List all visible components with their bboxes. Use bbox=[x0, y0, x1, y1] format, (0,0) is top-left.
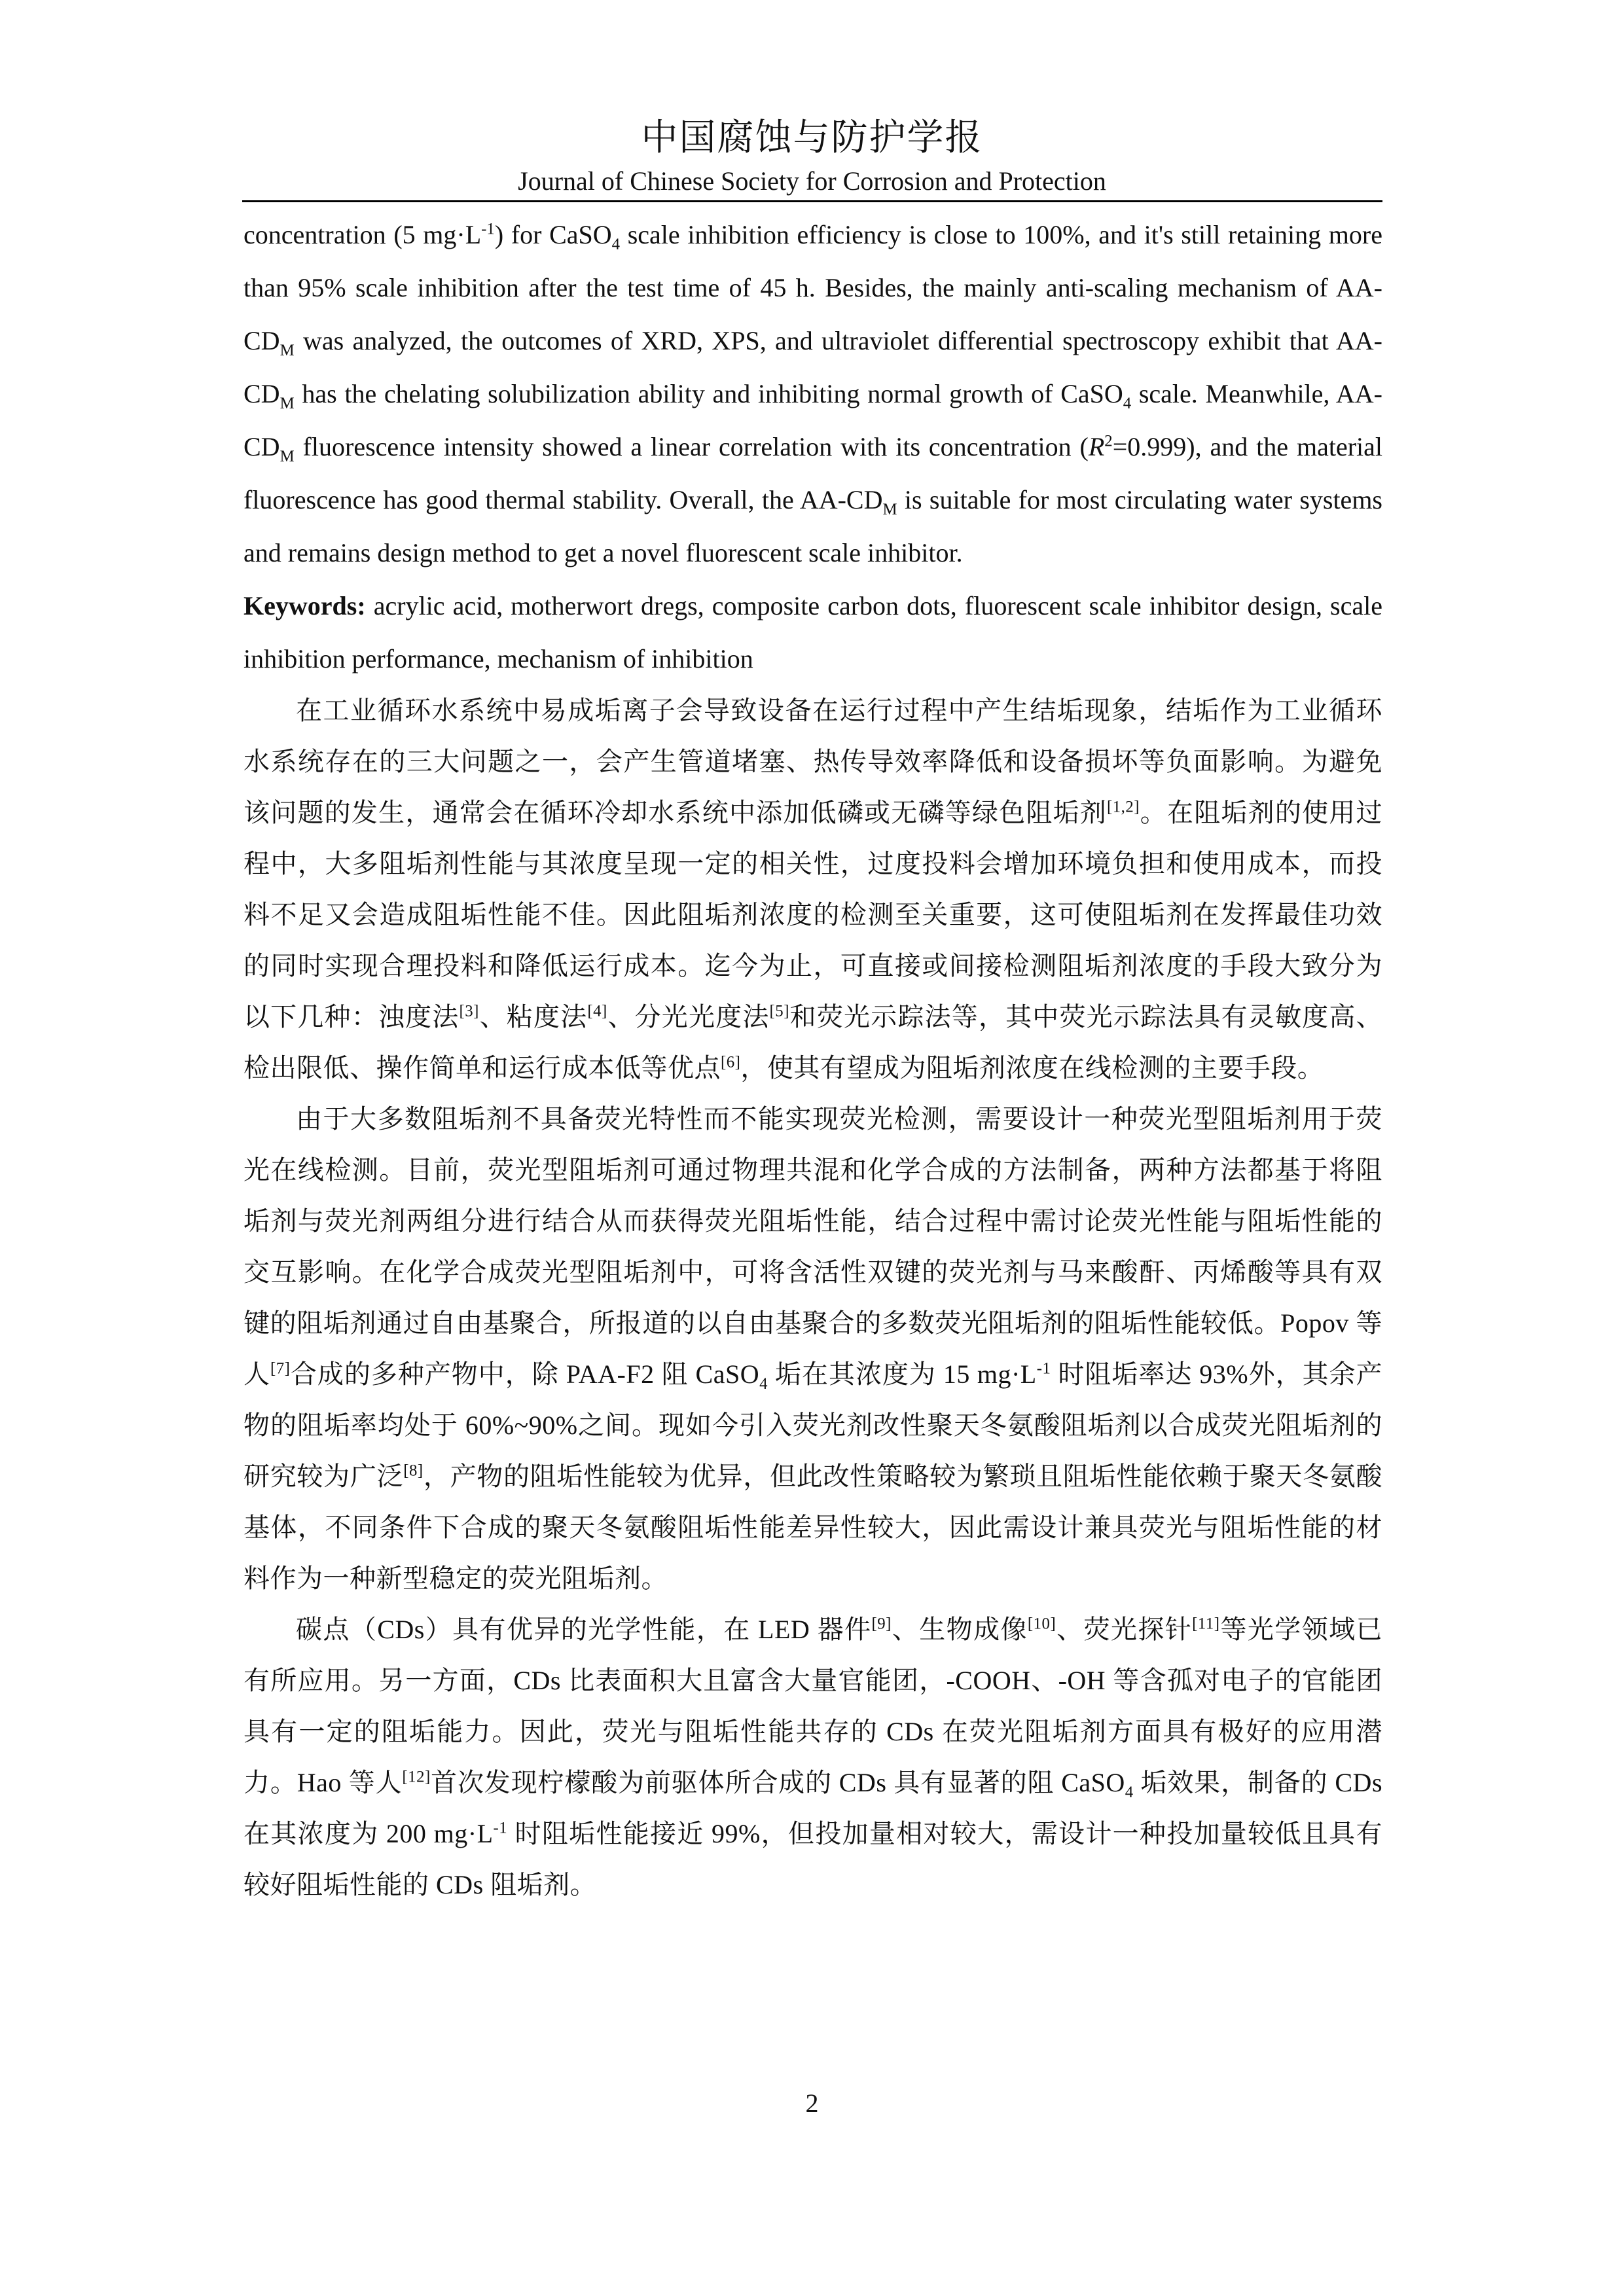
text-run: 时阻垢性能接近 99%，但投加量相对较大，需设计一种投加量较低且具有较好阻垢性能的 CDs 阻垢剂。 bbox=[244, 1819, 1382, 1899]
text-run: is suitable for most circulating water systems and remains design method to get a novel fluorescent scale inhibitor. bbox=[244, 485, 1382, 567]
superscript: [6] bbox=[721, 1053, 741, 1071]
subscript: M bbox=[882, 501, 897, 518]
subscript: M bbox=[280, 342, 295, 359]
text-run: 、生物成像 bbox=[891, 1615, 1028, 1644]
superscript: 2 bbox=[1104, 432, 1113, 450]
italic-symbol: R bbox=[1088, 432, 1105, 461]
keywords-line bbox=[244, 579, 1382, 685]
superscript: [9] bbox=[871, 1615, 892, 1633]
superscript: [1,2] bbox=[1107, 798, 1140, 816]
superscript: -1 bbox=[1036, 1359, 1051, 1378]
subscript: 4 bbox=[1123, 395, 1132, 412]
text-run: 。在阻垢剂的使用过程中，大多阻垢剂性能与其浓度呈现一定的相关性，过度投料会增加环境负担和使用成本，而投料不足又会造成阻垢性能不佳。因此阻垢剂浓度的检测至关重要，这可使阻垢剂在发挥最佳功效的同时实现合理投料和降低运行成本。迄今为止，可直接或间接检测阻垢剂浓度的手段大致分为以下几种：浊度法 bbox=[244, 798, 1383, 1031]
subscript: M bbox=[280, 395, 295, 412]
superscript: [12] bbox=[402, 1768, 431, 1786]
subscript: 4 bbox=[1125, 1784, 1134, 1801]
intro-paragraph-2 bbox=[244, 1094, 1382, 1604]
header-divider bbox=[242, 200, 1382, 202]
intro-paragraph-1 bbox=[244, 685, 1382, 1094]
superscript: [8] bbox=[403, 1462, 424, 1480]
abstract-continuation bbox=[244, 208, 1382, 579]
text-run: ，使其有望成为阻垢剂浓度在线检测的主要手段。 bbox=[740, 1053, 1324, 1083]
page-body bbox=[244, 208, 1382, 1910]
text-run: was analyzed, the outcomes of XRD, XPS, and ultraviolet differential spectroscopy exhibit that AA-CD bbox=[244, 326, 1382, 408]
intro-paragraph-3 bbox=[244, 1604, 1382, 1910]
text-run: 碳点（CDs）具有优异的光学性能，在 LED 器件 bbox=[296, 1615, 872, 1644]
subscript: M bbox=[280, 448, 295, 465]
text-run: 、分光光度法 bbox=[607, 1002, 770, 1031]
text-run: 在工业循环水系统中易成垢离子会导致设备在运行过程中产生结垢现象，结垢作为工业循环水系统存在的三大问题之一，会产生管道堵塞、热传导效率降低和设备损坏等负面影响。为避免该问题的发生，通常会在循环冷却水系统中添加低磷或无磷等绿色阻垢剂 bbox=[244, 696, 1382, 827]
text-run: concentration (5 mg·L bbox=[244, 220, 482, 249]
text-run: has the chelating solubilization ability and inhibiting normal growth of CaSO bbox=[294, 379, 1123, 408]
text-run: scale. Meanwhile, AA-CD bbox=[244, 379, 1382, 461]
text-run: ，产物的阻垢性能较为优异，但此改性策略较为繁琐且阻垢性能依赖于聚天冬氨酸基体，不同条件下合成的聚天冬氨酸阻垢性能差异性较大，因此需设计兼具荧光与阻垢性能的材料作为一种新型稳定的荧光阻垢剂。 bbox=[244, 1462, 1383, 1593]
superscript: -1 bbox=[493, 1819, 508, 1837]
journal-title-english: Journal of Chinese Society for Corrosion and Protection bbox=[518, 166, 1106, 196]
superscript: [4] bbox=[587, 1002, 607, 1020]
superscript: [3] bbox=[459, 1002, 479, 1020]
page-number: 2 bbox=[805, 2089, 819, 2118]
text-run: 、粘度法 bbox=[478, 1002, 588, 1031]
superscript: [5] bbox=[769, 1002, 789, 1020]
superscript: [10] bbox=[1027, 1615, 1056, 1633]
keywords-label: Keywords: bbox=[244, 591, 366, 620]
superscript: [11] bbox=[1192, 1615, 1220, 1633]
text-run: 、荧光探针 bbox=[1056, 1615, 1193, 1644]
subscript: 4 bbox=[759, 1375, 768, 1393]
text-run: 首次发现柠檬酸为前驱体所合成的 CDs 具有显著的阻 CaSO bbox=[430, 1768, 1125, 1797]
superscript: [7] bbox=[270, 1359, 291, 1378]
text-run: ) for CaSO bbox=[494, 220, 612, 249]
text-run: 由于大多数阻垢剂不具备荧光特性而不能实现荧光检测，需要设计一种荧光型阻垢剂用于荧光在线检测。目前，荧光型阻垢剂可通过物理共混和化学合成的方法制备，两种方法都基于将阻垢剂与荧光剂两组分进行结合从而获得荧光阻垢性能，结合过程中需讨论荧光性能与阻垢性能的交互影响。在化学合成荧光型阻垢剂中，可将含活性双键的荧光剂与马来酸酐、丙烯酸等具有双键的阻垢剂通过自由基聚合，所报道的以自由基聚合的多数荧光阻垢剂的阻垢性能较低。Popov 等人 bbox=[244, 1104, 1382, 1389]
text-run: 合成的多种产物中，除 PAA-F2 阻 CaSO bbox=[290, 1359, 760, 1389]
text-run: fluorescence intensity showed a linear correlation with its concentration ( bbox=[294, 432, 1089, 461]
text-run: 垢效果，制备的 CDs 在其浓度为 200 mg·L bbox=[244, 1768, 1383, 1848]
text-run: 和荧光示踪法等，其中荧光示踪法具有灵敏度高、检出限低、操作简单和运行成本低等优点 bbox=[244, 1002, 1383, 1083]
subscript: 4 bbox=[611, 236, 621, 253]
text-run: 等光学领域已有所应用。另一方面，CDs 比表面积大且富含大量官能团，-COOH、-OH 等含孤对电子的官能团具有一定的阻垢能力。因此，荧光与阻垢性能共存的 CDs 在荧光阻垢剂方面具有极好的应用潜力。Hao 等人 bbox=[244, 1615, 1383, 1797]
text-run: scale inhibition efficiency is close to 100%, and it's still retaining more than 95% scale inhibition after the test time of 45 h. Besides, the mainly anti-scaling mechanism of AA-CD bbox=[244, 220, 1382, 355]
text-run: 时阻垢率达 93%外，其余产物的阻垢率均处于 60%~90%之间。现如今引入荧光剂改性聚天冬氨酸阻垢剂以合成荧光阻垢剂的研究较为广泛 bbox=[244, 1359, 1383, 1491]
keywords-text: acrylic acid, motherwort dregs, composite carbon dots, fluorescent scale inhibitor design, scale inhibition performance, mechanism of inhibition bbox=[244, 591, 1382, 673]
text-run: 垢在其浓度为 15 mg·L bbox=[768, 1359, 1037, 1389]
journal-title-chinese: 中国腐蚀与防护学报 bbox=[641, 118, 983, 158]
text-run: =0.999), and the material fluorescence has good thermal stability. Overall, the AA-CD bbox=[244, 432, 1382, 514]
superscript: -1 bbox=[481, 220, 495, 238]
